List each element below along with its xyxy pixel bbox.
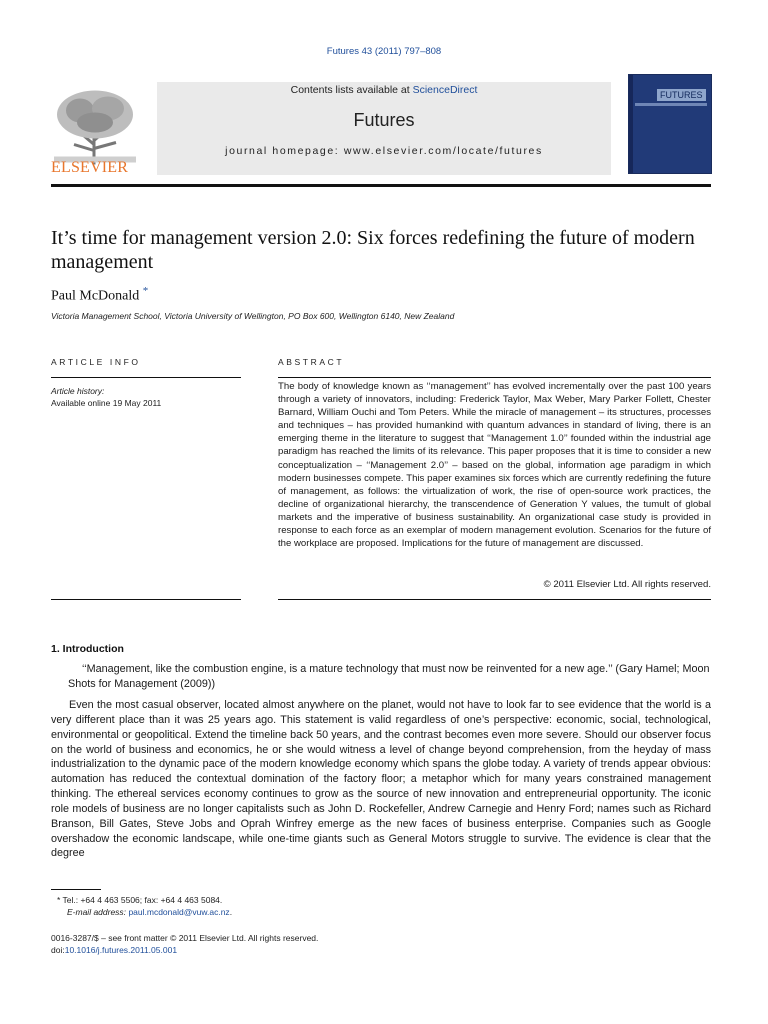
article-history	[51, 385, 161, 409]
header-divider	[51, 184, 711, 187]
email-suffix: .	[229, 907, 233, 917]
publisher-logo-text: ELSEVIER	[51, 159, 129, 176]
section-heading-introduction: 1. Introduction	[51, 643, 124, 655]
doi-line	[51, 945, 177, 955]
doi-link[interactable]: 10.1016/j.futures.2011.05.001	[64, 945, 178, 955]
cover-spine	[629, 75, 633, 173]
abstract-copyright: © 2011 Elsevier Ltd. All rights reserved.	[543, 579, 711, 590]
email-label: E-mail address:	[67, 907, 127, 917]
author-name: Paul McDonald	[51, 288, 140, 304]
history-label: Article history:	[51, 386, 105, 396]
abstract-divider-bottom	[278, 599, 711, 600]
journal-name: Futures	[353, 110, 415, 130]
abstract-heading: ABSTRACT	[278, 357, 345, 367]
journal-homepage: journal homepage: www.elsevier.com/locate/futures	[225, 145, 543, 157]
epigraph-quote: ‘‘Management, like the combustion engine, is a mature technology that must now be reinvented for a new age.’’ (Gary Hamel; Moon Shots for Management (2009))	[68, 663, 710, 690]
cover-subtitle-bar	[635, 103, 707, 106]
author-affiliation: Victoria Management School, Victoria University of Wellington, PO Box 600, Wellington 6140, New Zealand	[51, 311, 455, 321]
contents-line	[157, 84, 611, 96]
article-info-heading: ARTICLE INFO	[51, 357, 141, 367]
journal-cover-thumbnail	[628, 74, 712, 174]
history-value: Available online 19 May 2011	[51, 398, 162, 408]
info-divider-top	[51, 377, 241, 378]
journal-masthead	[157, 82, 611, 175]
contents-prefix: Contents lists available at	[290, 84, 413, 96]
author-line	[51, 285, 148, 305]
author-footnote-mark[interactable]: *	[142, 285, 149, 297]
sciencedirect-link[interactable]: ScienceDirect	[412, 84, 478, 96]
author-email-link[interactable]: paul.mcdonald@vuw.ac.nz	[128, 907, 230, 917]
issn-line: 0016-3287/$ – see front matter © 2011 Elsevier Ltd. All rights reserved.	[51, 933, 319, 943]
abstract-body: The body of knowledge known as ‘‘management’’ has evolved incrementally over the past 100 years through a variety of innovators, including: Frederick Taylor, Max Weber, Mary Parker Follett, Chester Barnard, William Ouchi and Tom Peters. While the miracle of management – its structures, processes and techniques – has provided humankind with quantum advances in standard of living, there is an emerging theme in the literature to suggest that ‘‘Management 1.0’’ founded within the industrial age paradigm has reached the limits of its relevance. This paper proposes that it is time to consider a new conceptualization – ‘‘Management 2.0’’ – based on the global, information age paradigm in which modern businesses compete. This paper examines six forces which are currently redefining the future of management, as follows: the virtualization of work, the rise of open-source work practices, the decline of organizational hierarchy, the transcendence of Generation Y values, the tumult of global markets and the imperative of business sustainability. An organizational case study is provided in response to each force as an exemplar of modern management evolution. Scenarios for the future of the workplace are proposed. Implications for the future of management are discussed.	[278, 381, 711, 550]
body-paragraph: Even the most casual observer, located almost anywhere on the planet, would not have to look far to see evidence that the world is a very different place than it was 25 years ago. This statement is valid regardless of one’s perspective: economic, social, technological, environmental or geopolitical. Extend the timeline back 50 years, and the contrast becomes even more severe. Should our observer focus on the world of business and economics, he or she would witness a level of change beyond comprehension, from the heyday of mass industrialization to the dynamic pace of the modern knowledge economy which spans the globe today. A variety of trends appear obvious: automation has reduced the contextual domination of the factory floor; a metaphor which for many years constrained management thinking. The ethereal services economy continues to grow as the source of new innovation and entrepreneurial opportunity. The iconic role models of business are no longer capitalists such as John D. Rockefeller, Andrew Carnegie and Henry Ford; names such as Richard Branson, Bill Gates, Steve Jobs and Oprah Winfrey emerge as the new faces of business enterprise. Companies such as Google overshadow the economic landscape, while one-time giants such as General Motors struggle to survive. The evidence is clear that the degree	[51, 699, 711, 860]
doi-label: doi:	[51, 945, 65, 955]
footnote-contact: * Tel.: +64 4 463 5506; fax: +64 4 463 5084.	[57, 895, 223, 905]
article-title: It’s time for management version 2.0: Six forces redefining the future of modern management	[51, 227, 695, 273]
info-divider-bottom	[51, 599, 241, 600]
footnote-email-line	[67, 907, 232, 917]
journal-citation-link[interactable]: Futures 43 (2011) 797–808	[326, 46, 442, 57]
footnote-divider	[51, 889, 101, 890]
abstract-divider-top	[278, 377, 711, 378]
cover-title: FUTURES	[657, 89, 706, 101]
